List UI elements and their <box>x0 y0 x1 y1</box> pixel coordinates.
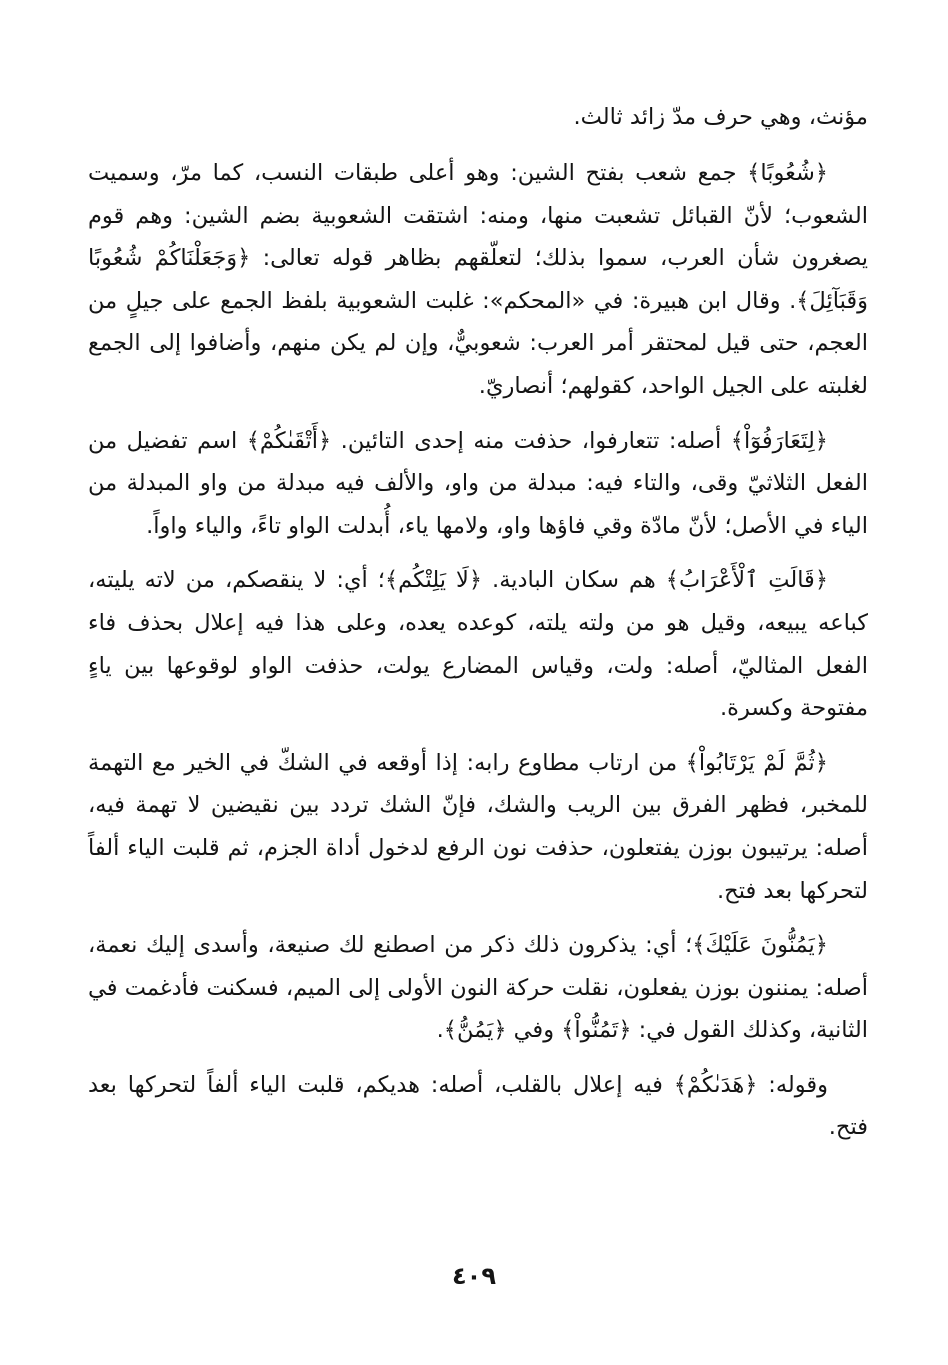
paragraph-shuub: ﴿شُعُوبًا﴾ جمع شعب بفتح الشين: وهو أعلى طبقات النسب، كما مرّ، وسميت الشعوب؛ لأنّ القبائل تشعبت منها، ومنه: اشتقت الشعوبية بضم الشين: وهم قوم يصغرون شأن العرب، سموا بذلك؛ لتعلّقهم بظاهر قوله تعالى: ﴿وَجَعَلْنَاكُمْ شُعُوبًا وَقَبَآئِلَ﴾. وقال ابن هبيرة: في «المحكم»: غلبت الشعوبية بلفظ الجمع على جيلٍ من العجم، حتى قيل لمحتقر أمر العرب: شعوبيٌّ، وإن لم يكن منهم، وأضافوا إلى الجمع لغلبته على الجيل الواحد، كقولهم؛ أنصاريّ. <box>88 160 868 399</box>
page-number: ٤٠٩ <box>452 1262 496 1290</box>
continued-text-line: مؤنث، وهي حرف مدّ زائد ثالث. <box>573 104 868 130</box>
paragraph-yartabu: ﴿ثُمَّ لَمْ يَرْتَابُواْ﴾ من ارتاب مطاوع رابه: إذا أوقعه في الشكّ في الخير مع التهمة للمخبر، فظهر الفرق بين الريب والشك، فإنّ الشك تردد بين نقيضين لا تهمة فيه، أصله: يرتيبون بوزن يفتعلون، حذفت نون الرفع لدخول أداة الجزم، ثم قلبت الياء ألفاً لتحركها بعد فتح. <box>88 749 868 904</box>
paragraph-hadakum: وقوله: ﴿هَدَىٰكُمْ﴾ فيه إعلال بالقلب، أصله: هديكم، قلبت الياء ألفاً لتحركها بعد فتح. <box>88 1071 868 1141</box>
page-body <box>88 96 868 1149</box>
paragraph-litaarafu: ﴿لِتَعَارَفُوٓاْ﴾ أصله: تتعارفوا، حذفت منه إحدى التائين. ﴿أَتْقَىٰكُمْ﴾ اسم تفضيل من الفعل الثلاثيّ وقى، والتاء فيه: مبدلة من واو، والألف فيه مبدلة من واو المبدلة من الياء في الأصل؛ لأنّ مادّة وقي فاؤها واو، ولامها ياء، أُبدلت الواو تاءً، والياء واواً. <box>88 427 868 539</box>
paragraph-alaarab: ﴿قَالَتِ ٱلْأَعْرَابُ﴾ هم سكان البادية. ﴿لَا يَلِتْكُم﴾؛ أي: لا ينقصكم، من لاته يليته، كباعه يبيعه، وقيل هو من ولته يلته، كوعده يعده، وعلى هذا فيه إعلال بحذف فاء الفعل المثاليّ، أصله: ولت، وقياس المضارع يولت، حذفت الواو لوقوعها بين ياءٍ مفتوحة وكسرة. <box>88 567 868 722</box>
paragraph-yamunnuna: ﴿يَمُنُّونَ عَلَيْكَ﴾؛ أي: يذكرون ذلك ذكر من اصطنع لك صنيعة، وأسدى إليك نعمة، أصله: يمننون بوزن يفعلون، نقلت حركة النون الأولى إلى الميم، فسكنت فأدغمت في الثانية، وكذلك القول في: ﴿تَمُنُّواْ﴾ وفي ﴿يَمُنُّ﴾. <box>88 932 868 1044</box>
